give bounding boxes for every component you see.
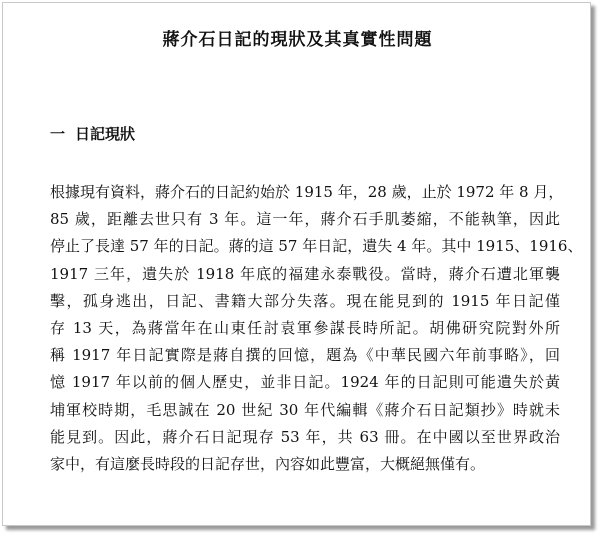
paragraph-line: 擊，孤身逃出，日記、書籍大部分失落。現在能見到的 1915 年日記僅	[50, 291, 560, 310]
document-page	[2, 2, 591, 526]
paragraph-line: 埔軍校時期，毛思誠在 20 世紀 30 年代編輯《蔣介石日記類抄》時就未	[50, 400, 560, 419]
paragraph-line: 能見到。因此，蔣介石日記現存 53 年，共 63 冊。在中國以至世界政治	[50, 427, 560, 446]
paragraph-line: 1917 三年，遺失於 1918 年底的福建永泰戰役。當時，蔣介石遭北軍襲	[50, 264, 560, 283]
paragraph-line: 存 13 天，為蔣當年在山東任討袁軍參謀長時所記。胡佛研究院對外所	[50, 318, 560, 337]
paragraph-line: 稱 1917 年日記實際是蔣自撰的回憶，題為《中華民國六年前事略》，回	[50, 346, 560, 365]
section-number: 一	[50, 125, 66, 143]
paragraph-line: 根據現有資料，蔣介石的日記約始於 1915 年，28 歲，止於 1972 年 8 月，	[50, 183, 564, 201]
paragraph-line: 憶 1917 年以前的個人歷史，並非日記。1924 年的日記則可能遺失於黃	[50, 373, 560, 392]
section-heading	[50, 123, 135, 144]
paragraph-line: 85 歲，距離去世只有 3 年。這一年，蔣介石手肌萎縮，不能執筆，因此	[50, 210, 560, 229]
section-title: 日記現狀	[75, 125, 136, 143]
body-paragraph	[50, 179, 583, 478]
paragraph-line: 家中，有這麼長時段的日記存世，內容如此豐富，大概絕無僅有。	[50, 454, 486, 473]
paragraph-line: 停止了長達 57 年的日記。蔣的這 57 年日記，遺失 4 年。其中 1915、1916、	[50, 237, 583, 256]
document-title: 蔣介石日記的現狀及其真實性問題	[162, 30, 433, 50]
